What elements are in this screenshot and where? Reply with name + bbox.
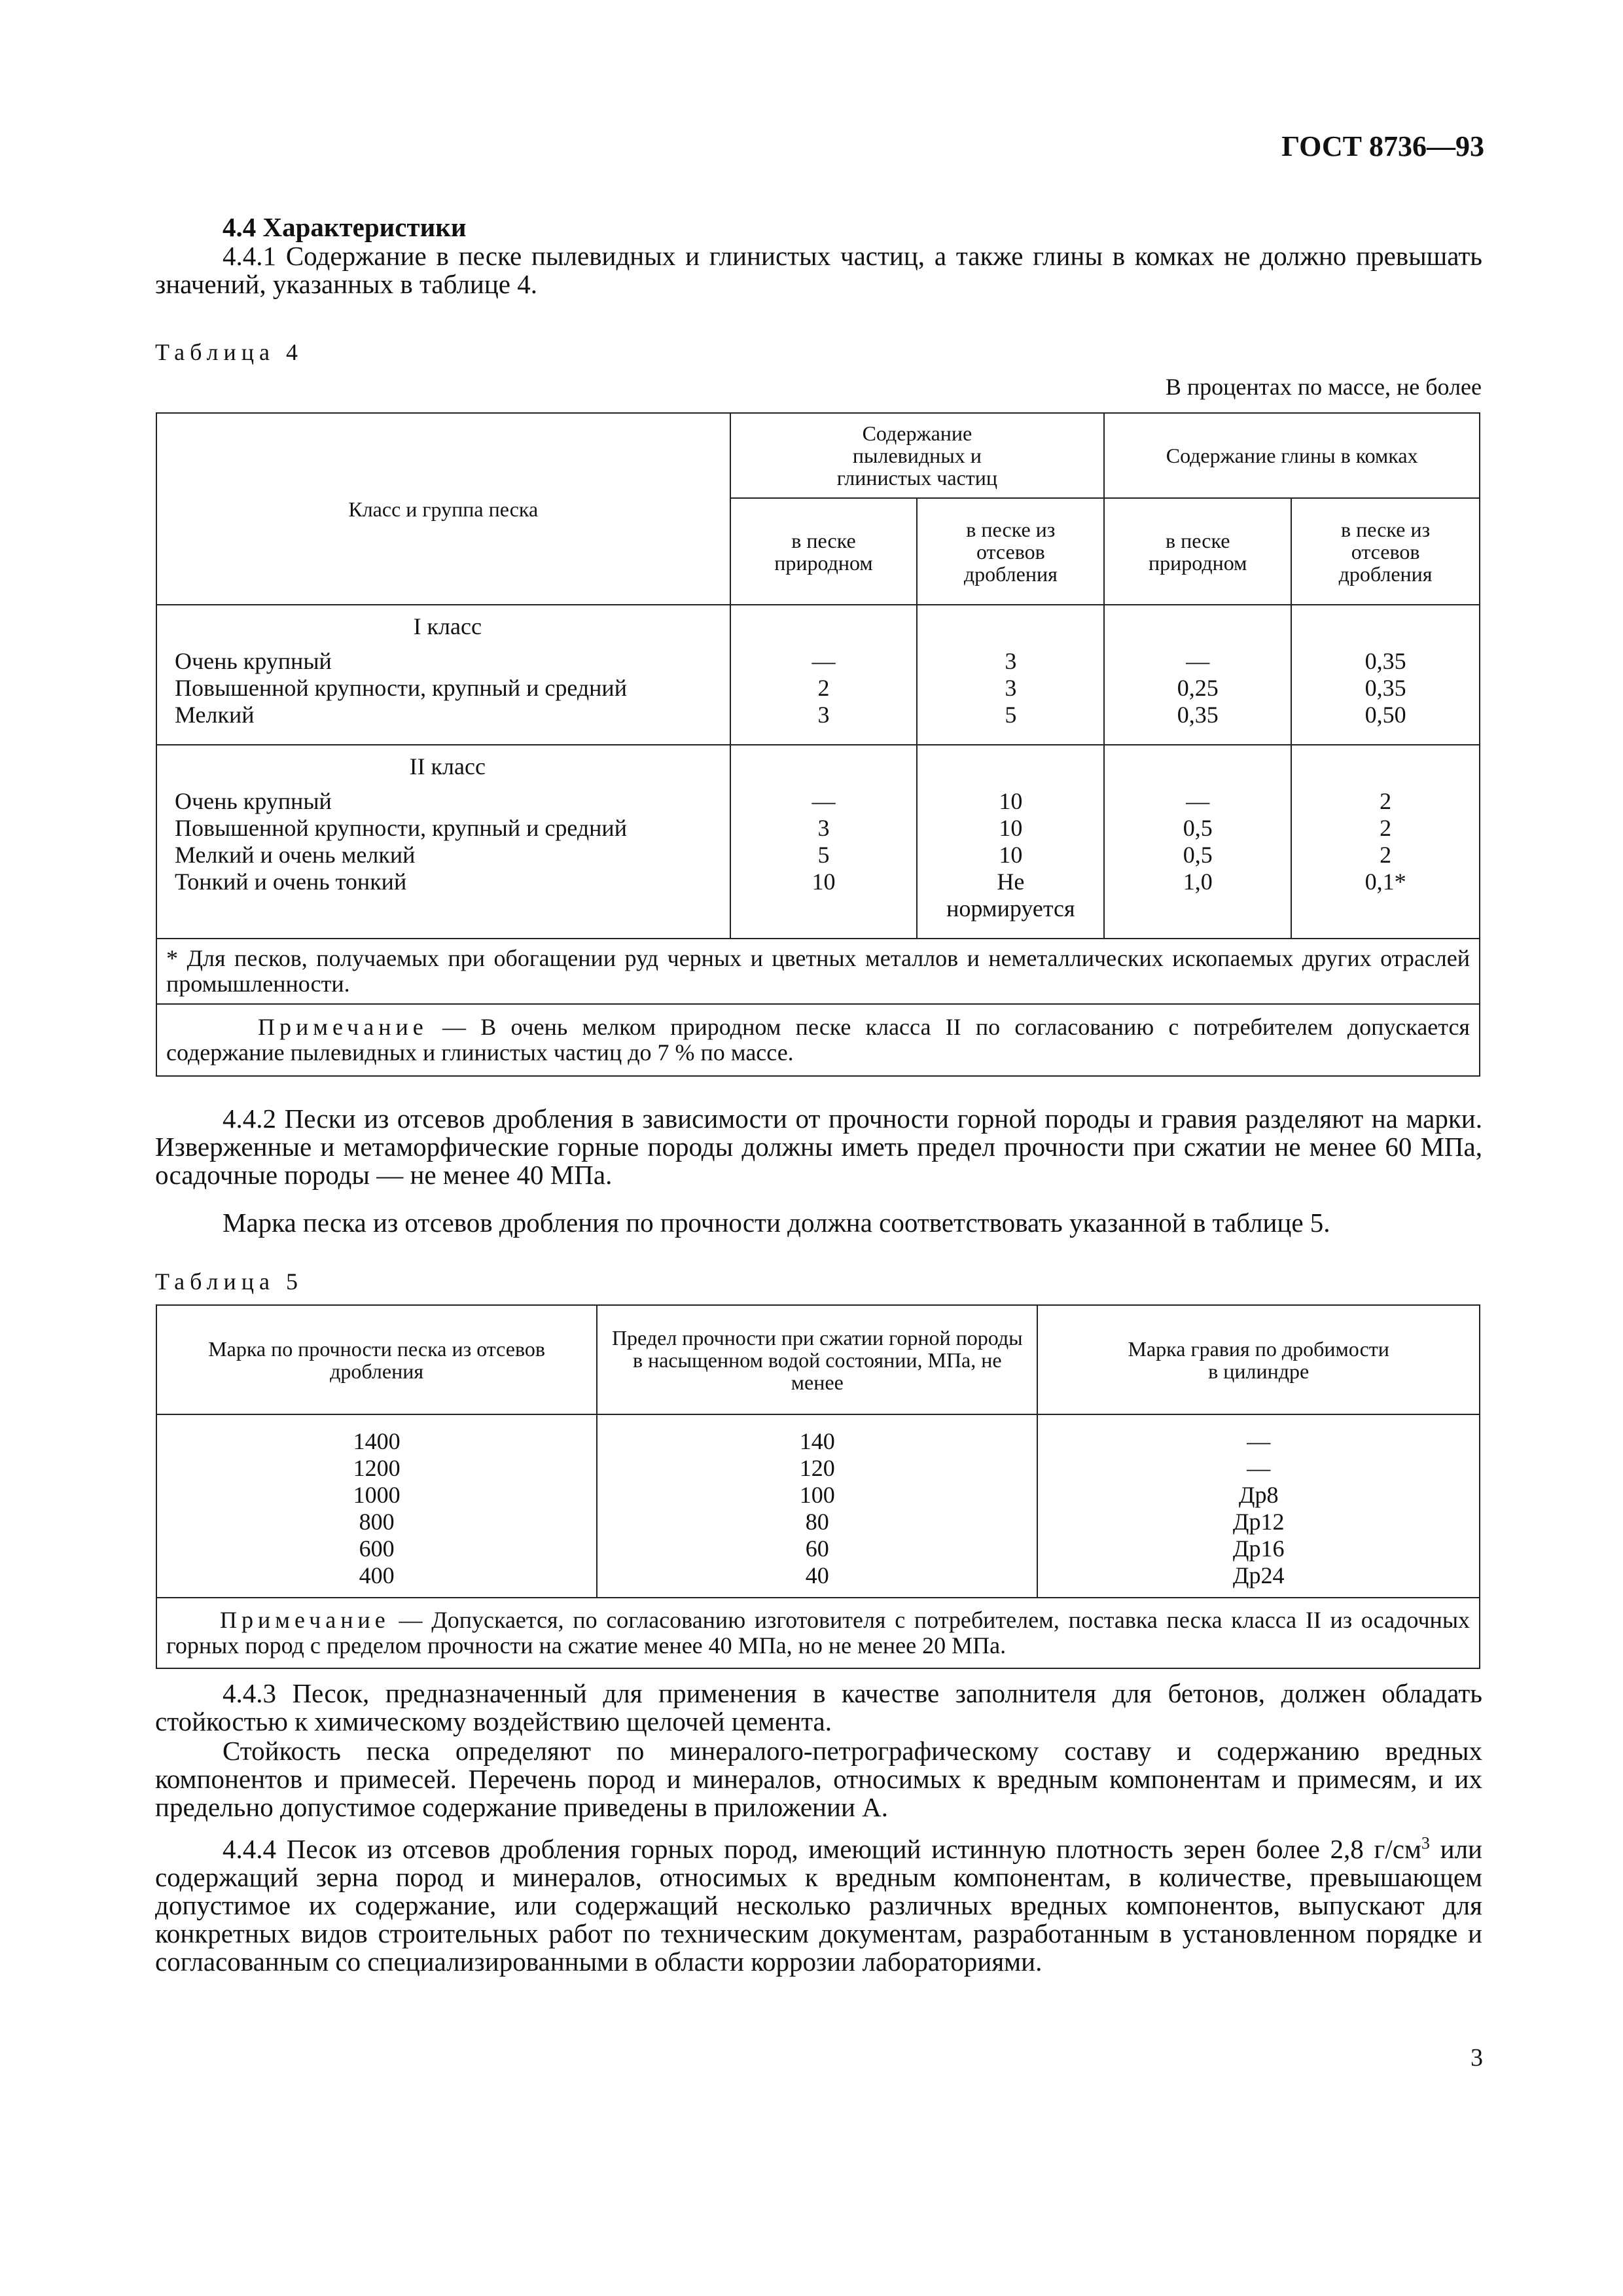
table-4-note [156, 1004, 1480, 1076]
class-2-cell [156, 745, 730, 939]
header-dust-content: Содержание пылевидных и глинистых частиц [730, 413, 1105, 498]
superscript-3: 3 [1421, 1833, 1430, 1853]
class-1-cell [156, 605, 730, 745]
table-4 [156, 412, 1480, 1077]
class-1-dust-natural [730, 605, 918, 745]
values: 0,35 0,35 0,50 [1364, 648, 1406, 728]
header-rock-strength: Предел прочности при сжатии горной породы в насыщенном водой состоянии, МПа, не менее [597, 1305, 1037, 1414]
class-1-dust-crushed [917, 605, 1104, 745]
header-clay-content: Содержание глины в комках [1104, 413, 1480, 498]
page-number: 3 [1471, 2044, 1483, 2072]
class-2-clay-crushed [1291, 745, 1480, 939]
section-title: 4.4 Характеристики [223, 212, 467, 242]
p444-end: или содержащий зерна пород и минералов, относимых к вредным компонентам, в количестве, превышающем допустимое их содержание, или содержащий несколько различных вредных компонентов, выпускают для конкретных видов строительных работ по техническим документам, разработанным в установленном порядке и согласованным со специализированными в области коррозии лабораториями. [155, 1834, 1483, 1977]
paragraph-4-4-4 [155, 1835, 1482, 1976]
header-class-group: Класс и группа песка [156, 413, 730, 605]
note-text: — Допускается, по согласованию изготовителя с потребителем, поставка песка класса II из осадочных горных пород с пределом прочности на сжатие менее 40 МПа, но не менее 20 МПа. [166, 1607, 1470, 1659]
class-1-title: I класс [413, 613, 482, 639]
paragraph-4-4-3: 4.4.3 Песок, предназначенный для применения в качестве заполнителя для бетонов, должен обладать стойкостью к химическому воздействию щелочей цемента. [155, 1678, 1482, 1736]
values: — 2 3 [812, 648, 836, 728]
class-1-clay-natural [1104, 605, 1291, 745]
note-label: Примечание [220, 1607, 390, 1633]
note-text: — В очень мелком природном песке класса II по согласованию с потребителем допускается содержание пылевидных и глинистых частиц до 7 % по массе. [166, 1014, 1470, 1066]
subheader-natural: в песке природном [1104, 498, 1291, 605]
values: — 3 5 10 [812, 788, 836, 895]
note-label: Примечание [258, 1014, 428, 1040]
table-4-footnote: * Для песков, получаемых при обогащении руд черных и цветных металлов и неметаллических ископаемых других отраслей промышленности. [156, 939, 1480, 1004]
class-1-clay-crushed [1291, 605, 1480, 745]
rock-strength-values: 140 120 100 80 60 40 [597, 1414, 1037, 1598]
table-4-label: Таблица 4 [155, 339, 303, 365]
class-2-groups: Очень крупный Повышенной крупности, крупный и средний Мелкий и очень мелкий Тонкий и очень тонкий [175, 788, 627, 895]
paragraph-4-4-1: 4.4.1 Содержание в песке пылевидных и глинистых частиц, а также глины в комках не должно превышать значений, указанных в таблице 4. [155, 241, 1482, 299]
values: — 0,5 0,5 1,0 [1183, 788, 1213, 895]
sand-grade-values: 1400 1200 1000 800 600 400 [156, 1414, 597, 1598]
standard-code: ГОСТ 8736—93 [1281, 130, 1484, 162]
subheader-crushed: в песке из отсевов дробления [1291, 498, 1480, 605]
header-gravel-grade: Марка гравия по дробимости в цилиндре [1037, 1305, 1480, 1414]
values: 2 2 2 0,1* [1364, 788, 1406, 895]
table-4-unit-note: В процентах по массе, не более [1165, 374, 1482, 400]
gravel-grade-values: — — Др8 Др12 Др16 Др24 [1037, 1414, 1480, 1598]
paragraph-4-4-2: 4.4.2 Пески из отсевов дробления в зависимости от прочности горной породы и гравия разделяют на марки. Изверженные и метаморфические горные породы должны иметь предел прочности при сжатии не менее 60 МПа, осадочные породы — не менее 40 МПа. [155, 1103, 1482, 1190]
paragraph-4-4-2-table-ref: Марка песка из отсевов дробления по прочности должна соответствовать указанной в таблице 5. [223, 1208, 1330, 1238]
class-2-dust-natural [730, 745, 918, 939]
table-5-note [156, 1598, 1480, 1668]
subheader-crushed: в песке из отсевов дробления [917, 498, 1104, 605]
class-1-groups: Очень крупный Повышенной крупности, крупный и средний Мелкий [175, 648, 627, 728]
class-2-title: II класс [409, 753, 486, 780]
values: — 0,25 0,35 [1177, 648, 1219, 728]
paragraph-4-4-3-b: Стойкость песка определяют по минералого-петрографическому составу и содержанию вредных компонентов и примесей. Перечень пород и минералов, относимых к вредным компонентам и примесям, и их предельно допустимое содержание приведены в приложении А. [155, 1736, 1482, 1822]
class-2-dust-crushed [917, 745, 1104, 939]
class-2-clay-natural [1104, 745, 1291, 939]
table-5-label: Таблица 5 [155, 1268, 303, 1295]
values: 3 3 5 [1005, 648, 1017, 728]
p444-start: 4.4.4 Песок из отсевов дробления горных пород, имеющий истинную плотность зерен более 2,8 г/см [223, 1834, 1421, 1864]
header-sand-grade: Марка по прочности песка из отсевов дробления [156, 1305, 597, 1414]
subheader-natural: в песке природном [730, 498, 918, 605]
values: 10 10 10 Не нормируется [946, 788, 1075, 922]
table-5 [156, 1304, 1480, 1669]
